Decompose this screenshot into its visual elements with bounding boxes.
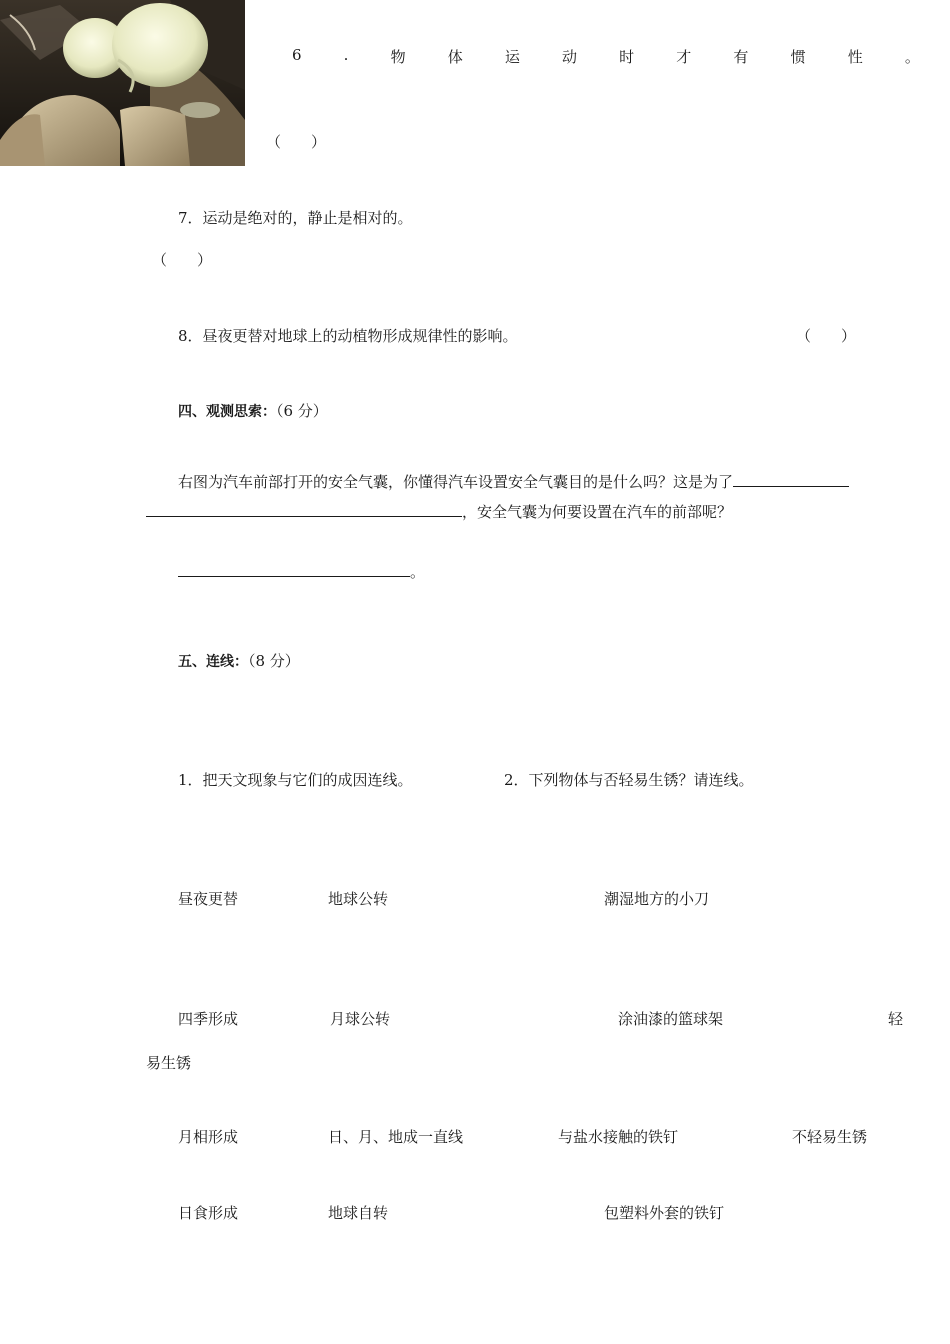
q6-char: 物 <box>390 48 406 66</box>
cause-item[interactable]: 日、月、地成一直线 <box>328 1128 464 1146</box>
answer-blank-1[interactable] <box>733 472 849 487</box>
object-item[interactable]: 与盐水接触的铁钉 <box>558 1128 679 1146</box>
q6-char: 运 <box>504 48 520 66</box>
q6-char: 体 <box>447 48 463 66</box>
rust-easy-label-part1[interactable]: 轻 <box>888 1010 904 1028</box>
q6-char: 性 <box>847 48 863 66</box>
q6-char: 6 <box>292 46 302 64</box>
section-5-score: （8 分） <box>248 652 300 670</box>
car-airbag-photo <box>0 0 245 166</box>
section-4-prompt-line2 <box>146 502 732 522</box>
section-4-heading <box>178 401 328 422</box>
section-5-heading <box>178 651 300 672</box>
phenomenon-item[interactable]: 四季形成 <box>178 1010 239 1028</box>
object-item[interactable]: 涂油漆的篮球架 <box>618 1010 724 1028</box>
cause-item[interactable]: 地球公转 <box>328 890 389 908</box>
answer-blank-1-cont[interactable] <box>146 502 462 517</box>
object-item[interactable]: 包塑料外套的铁钉 <box>604 1204 725 1222</box>
section-5-title: 五、连线： <box>178 654 248 670</box>
section-4-prompt-line1 <box>178 472 849 492</box>
object-item[interactable]: 潮湿地方的小刀 <box>604 890 710 908</box>
rust-not-label[interactable]: 不轻易生锈 <box>792 1128 868 1146</box>
section-4-question: 右图为汽车前部打开的安全气囊，你懂得汽车设置安全气囊目的是什么吗？这是为了 <box>178 473 734 491</box>
q6-char: . <box>343 46 349 64</box>
cause-item[interactable]: 地球自转 <box>328 1204 389 1222</box>
question-7: 7．运动是绝对的，静止是相对的。 <box>178 209 413 227</box>
answer-blank-2[interactable] <box>178 562 410 577</box>
section-4-prompt-line3 <box>178 562 425 582</box>
phenomenon-item[interactable]: 昼夜更替 <box>178 890 239 908</box>
q6-answer-paren[interactable]: （ ） <box>266 133 327 151</box>
q7-answer-paren[interactable]: （ ） <box>152 251 213 269</box>
q6-char: 有 <box>733 48 749 66</box>
q6-char: 时 <box>619 48 635 66</box>
period: 。 <box>410 563 426 581</box>
section-4-question-2: ，安全气囊为何要设置在汽车的前部呢？ <box>462 503 733 521</box>
rust-easy-label-part2[interactable]: 易生锈 <box>146 1054 192 1072</box>
section-4-title: 四、观测思索： <box>178 404 276 420</box>
question-8: 8．昼夜更替对地球上的动植物形成规律性的影响。 <box>178 327 518 345</box>
cause-item[interactable]: 月球公转 <box>330 1010 391 1028</box>
matching-2-instruction: 2．下列物体与否轻易生锈？请连线。 <box>504 771 754 789</box>
section-4-score: （6 分） <box>276 402 328 420</box>
q6-char: 惯 <box>790 48 806 66</box>
phenomenon-item[interactable]: 月相形成 <box>178 1128 239 1146</box>
q6-char: 才 <box>676 48 692 66</box>
q6-char: 。 <box>904 48 920 66</box>
question-6 <box>292 46 920 67</box>
q6-char: 动 <box>562 48 578 66</box>
q8-answer-paren[interactable]: （ ） <box>796 327 857 345</box>
matching-1-instruction: 1．把天文现象与它们的成因连线。 <box>178 771 413 789</box>
car-airbag-illustration <box>0 0 245 166</box>
phenomenon-item[interactable]: 日食形成 <box>178 1204 239 1222</box>
